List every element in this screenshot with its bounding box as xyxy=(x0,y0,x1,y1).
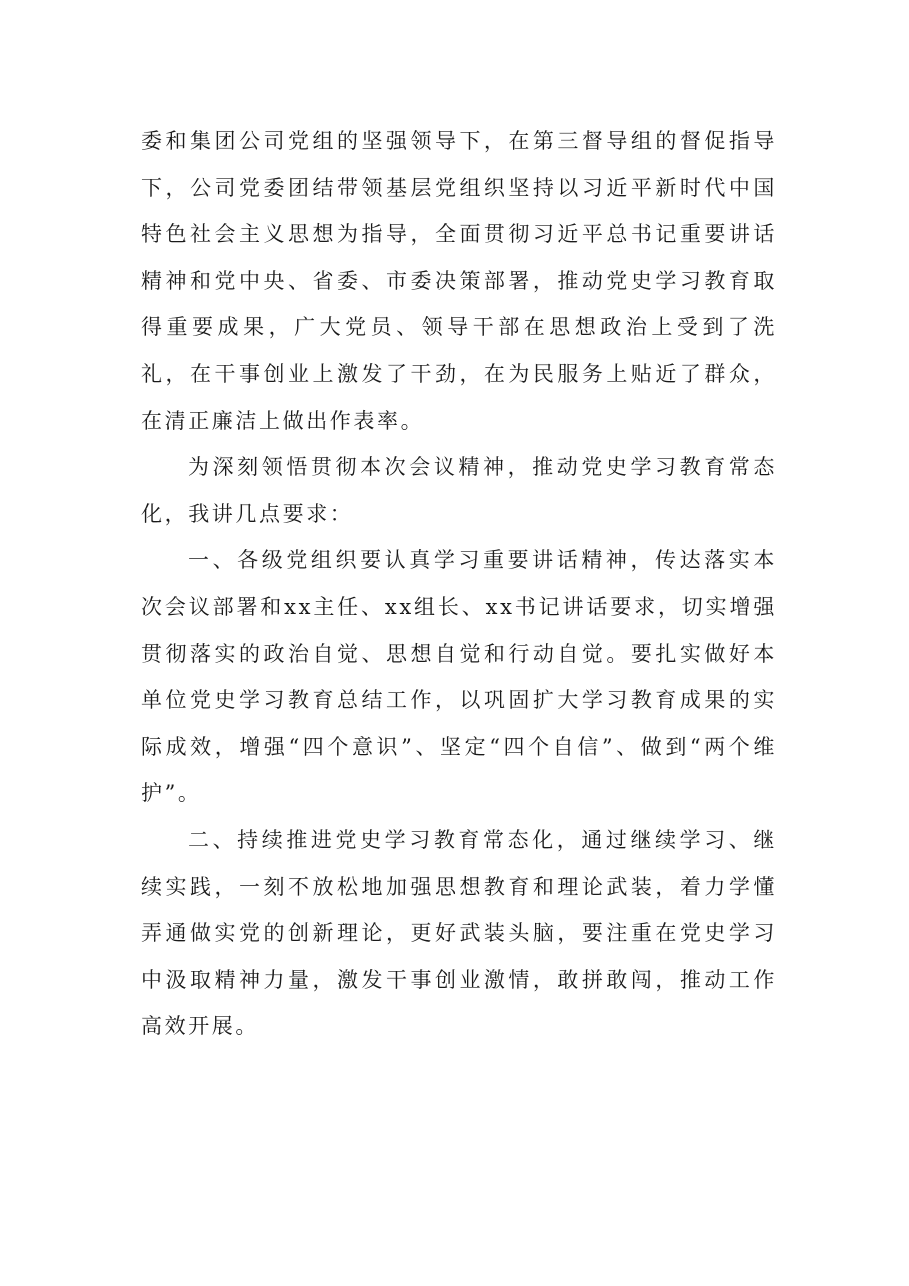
paragraph-2: 为深刻领悟贯彻本次会议精神，推动党史学习教育常态化，我讲几点要求： xyxy=(141,455,777,526)
paragraph-3: 一、各级党组织要认真学习重要讲话精神，传达落实本次会议部署和xx主任、xx组长、xx书记讲话要求，切实增强贯彻落实的政治自觉、思想自觉和行动自觉。要扎实做好本单位党史学习教育总结工作，以巩固扩大学习教育成果的实际成效，增强“四个意识”、坚定“四个自信”、做到“两个维护”。 xyxy=(141,548,777,806)
paragraph-1: 委和集团公司党组的坚强领导下，在第三督导组的督促指导下，公司党委团结带领基层党组织坚持以习近平新时代中国特色社会主义思想为指导，全面贯彻习近平总书记重要讲话精神和党中央、省委、市委决策部署，推动党史学习教育取得重要成果，广大党员、领导干部在思想政治上受到了洗礼，在干事创业上激发了干劲，在为民服务上贴近了群众，在清正廉洁上做出作表率。 xyxy=(141,129,777,433)
document-body xyxy=(141,118,777,1050)
paragraph-4: 二、持续推进党史学习教育常态化，通过继续学习、继续实践，一刻不放松地加强思想教育和理论武装，着力学懂弄通做实党的创新理论，更好武装头脑，要注重在党史学习中汲取精神力量，激发干事创业激情，敢拼敢闯，推动工作高效开展。 xyxy=(141,827,777,1039)
